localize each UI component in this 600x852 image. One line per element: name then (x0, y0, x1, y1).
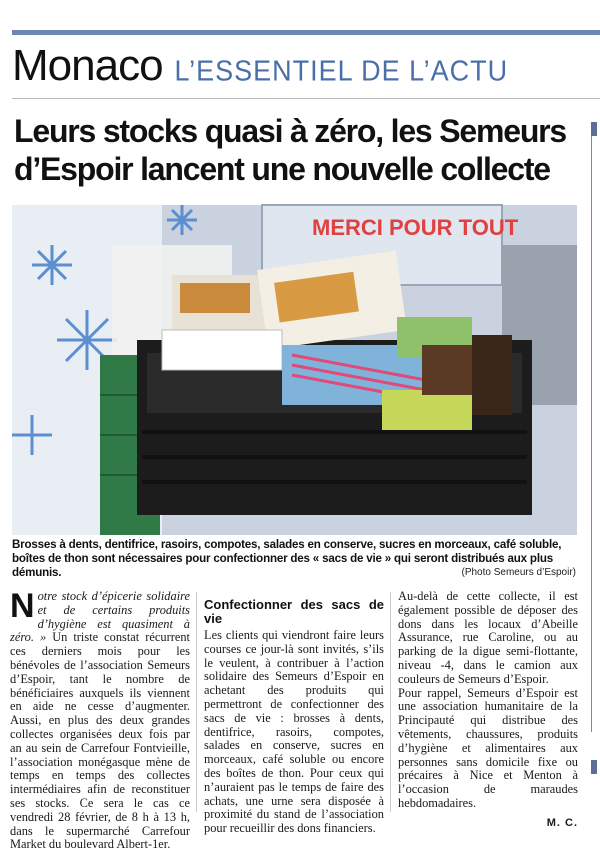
section-header (12, 42, 508, 90)
photo-caption: Brosses à dents, dentifrice, rasoirs, compotes, salades en conserve, sucres en morceaux, café soluble, boîtes de thon sont nécessaires pour confectionner des « sacs de vie » qui seront distribués aux plus démunis. (12, 538, 562, 579)
top-rule (12, 30, 600, 35)
drop-cap: N (10, 587, 35, 625)
column-divider (390, 592, 391, 812)
column-3 (398, 590, 578, 831)
paragraph-2: Les clients qui viendront faire leurs courses ce jour-là sont invités, s’ils le veulent, à contribuer à l’action solidaire des Semeurs d’Espoir en achetant des produits qui permettront de confectionner des sacs de vie : brosses à dents, dentifrice, rasoirs, compotes, salades en conserve, sucres en morceaux, café soluble ou encore des boîtes de thon. Pour ceux qui n’auraient pas le temps de faire des achats, une urne sera disposée à proximité du stand de l’association pour recueillir des dons financiers. (204, 628, 384, 836)
author-signature: M. C. (546, 816, 578, 829)
article-headline: Leurs stocks quasi à zéro, les Semeurs d’Espoir lancent une nouvelle collecte (14, 113, 567, 187)
paragraph-4: Pour rappel, Semeurs d’Espoir est une association humanitaire de la Principauté qui distribue des vêtements, chaussures, produits d’hygiène et alimentaires aux personnes sans domicile fixe ou précaires à Nice et Menton à l’occasion de maraudes hebdomadaires. (398, 685, 578, 810)
section-rule (12, 98, 600, 99)
column-2 (204, 590, 384, 836)
section-city: Monaco (12, 41, 163, 90)
photo-sign-text: MERCI POUR TOUT (312, 215, 519, 240)
adjacent-article-edge (591, 122, 600, 732)
article-subhead: Confectionner des sacs de vie (204, 597, 384, 626)
paragraph-3: Au-delà de cette collecte, il est également possible de déposer des dons dans les locaux d’Abeille Assurance, rue Caroline, ou au parking de la digue semi-flottante, niveau -4, dans le camion aux couleurs de Semeurs d’Espoir. (398, 589, 578, 686)
photo-credit: (Photo Semeurs d’Espoir) (461, 567, 576, 578)
paragraph-1: Un triste constat récurrent ces derniers mois pour les bénévoles de l’association Semeurs d’Espoir, tant le nombre de bénéficiaires auxquels ils viennent en aide ne cesse d’augmenter. Aussi, en plus des deux grandes collectes organisées deux fois par an au sein de Carrefour Fontvieille, l’association monégasque mène de temps en temps des collectes intermédiaires afin de reconstituer ses stocks. Ce sera le cas ce vendredi 28 février, de 8 h à 13 h, dans le supermarché Carrefour Market du boulevard Albert-1er. (10, 630, 190, 852)
section-tagline: L’ESSENTIEL DE L’ACTU (174, 55, 509, 87)
article-photo (12, 205, 577, 535)
adjacent-article-marker (591, 122, 597, 136)
article-lead: otre stock d’épicerie solidaire et de certains produits d’hygiène est quasiment à zéro. » (10, 589, 190, 645)
column-1 (10, 587, 190, 852)
column-divider (196, 592, 197, 812)
adjacent-article-marker (591, 760, 597, 774)
